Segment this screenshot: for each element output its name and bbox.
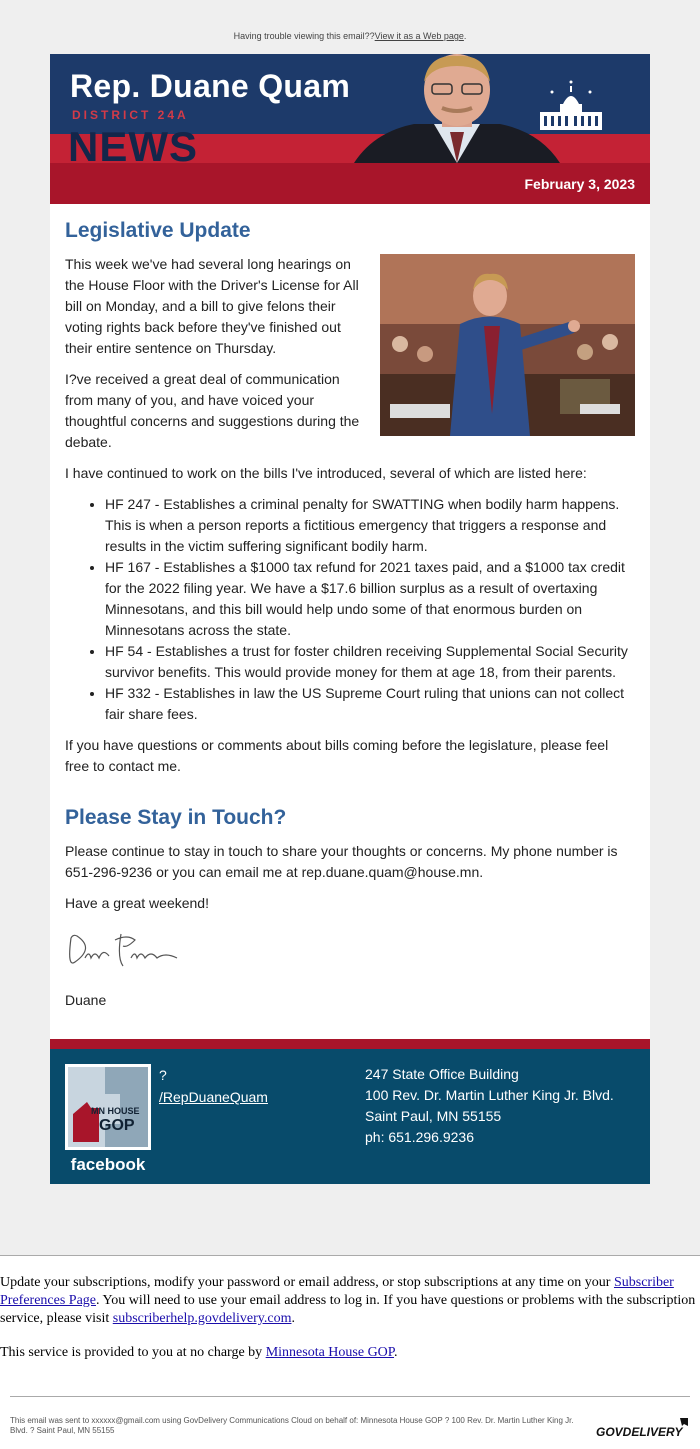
- gop-text: GOP: [99, 1117, 135, 1134]
- bill-item: • HF 247 - Establishes a criminal penalty for SWATTING when bodily harm happens. This is when a person reports a fictitious emergency that triggers a response and results in the victim suffering significant bodily harm.: [105, 494, 635, 557]
- issue-date: February 3, 2023: [524, 176, 635, 192]
- subscriber-help-link[interactable]: subscriberhelp.govdelivery.com: [112, 1311, 292, 1326]
- bill-item: • HF 54 - Establishes a trust for foster children receiving Supplemental Social Security survivor benefits. This would provide money for them at age 18, from their parents.: [105, 641, 635, 683]
- capitol-icon: [538, 78, 604, 136]
- web-page-link[interactable]: View it as a Web page: [374, 31, 464, 41]
- subscriber-preferences-link[interactable]: Subscriber Preferences Page: [0, 1275, 674, 1308]
- contact-footer: [50, 1039, 650, 1184]
- service-period: .: [394, 1345, 398, 1360]
- banner-district: DISTRICT 24A: [72, 108, 189, 122]
- facebook-logo[interactable]: [65, 1064, 151, 1174]
- phone-line: ph: 651.296.9236: [365, 1129, 474, 1145]
- preheader-period: .: [463, 31, 467, 41]
- question-mark: ?: [159, 1067, 167, 1083]
- fine-print: This email was sent to xxxxxx@gmail.com using GovDelivery Communications Cloud on behalf of: Minnesota House GOP ? 100 Rev. Dr. Martin Luther King Jr. Blvd. ? Saint Paul, MN 55155: [10, 1416, 574, 1435]
- touch-paragraph-2: Have a great weekend!: [65, 895, 209, 911]
- facebook-link[interactable]: /RepDuaneQuam: [159, 1089, 268, 1105]
- preheader-text: Having trouble viewing this email??: [233, 31, 375, 41]
- office-address: [365, 1064, 614, 1148]
- legislative-update-heading: Legislative Update: [65, 219, 251, 242]
- house-floor-photo: [380, 254, 635, 436]
- subscription-text-3: .: [291, 1311, 295, 1326]
- legislative-paragraph-3: I have continued to work on the bills I've introduced, several of which are listed here:: [65, 465, 587, 481]
- legislative-paragraph-4: If you have questions or comments about bills coming before the legislature, please feel free to contact me.: [65, 737, 609, 774]
- newsletter-card: [50, 54, 650, 1184]
- subscription-text-1: Update your subscriptions, modify your password or email address, or stop subscriptions at any time on your: [0, 1275, 614, 1290]
- legislative-paragraph-2: I?ve received a great deal of communication from many of you, and have voiced your thoughtful concerns and suggestions during the debate.: [65, 371, 360, 450]
- divider: [0, 1255, 700, 1256]
- signature-image: [65, 928, 185, 972]
- service-text: This service is provided to you at no charge by: [0, 1345, 266, 1360]
- subscription-text-2: . You will need to use your email address to log in. If you have questions or problems with the subscription service, please visit: [0, 1293, 696, 1326]
- legislative-paragraph-1: This week we've had several long hearings on the House Floor with the Driver's License for All bill on Monday, and a bill to give felons their voting rights back before they've finished out their entire sentence on Thursday.: [65, 256, 359, 356]
- bill-item: • HF 167 - Establishes a $1000 tax refund for 2021 taxes paid, and a $1000 tax credit for the 2022 filing year. We have a $17.6 billion surplus as a result of overtaxing Minnesotans, and this bill would help undo some of that enormous burden on Minnesotans across the state.: [105, 557, 635, 641]
- stay-in-touch-heading: Please Stay in Touch?: [65, 806, 287, 829]
- address-line: 100 Rev. Dr. Martin Luther King Jr. Blvd.: [365, 1087, 614, 1103]
- address-line: 247 State Office Building: [365, 1066, 519, 1082]
- service-paragraph: [0, 1344, 700, 1362]
- preheader: [0, 31, 700, 41]
- subscription-text: [0, 1274, 700, 1378]
- signoff: Duane: [65, 992, 107, 1008]
- mn-house-text: MN HOUSE: [91, 1106, 140, 1116]
- bills-list: [65, 494, 635, 725]
- govdelivery-logo: [596, 1418, 688, 1442]
- address-line: Saint Paul, MN 55155: [365, 1108, 502, 1124]
- facebook-block: [159, 1064, 268, 1108]
- touch-paragraph-1: Please continue to stay in touch to share your thoughts or concerns. My phone number is 651-296-9236 or you can email me at rep.duane.quam@house.mn.: [65, 843, 618, 880]
- banner-news: NEWS: [68, 123, 198, 163]
- date-bar: [50, 163, 650, 204]
- representative-portrait: [354, 54, 560, 163]
- banner-title: Rep. Duane Quam: [70, 68, 351, 104]
- main-content: [50, 204, 650, 1039]
- divider: [10, 1396, 690, 1397]
- govdelivery-text: GOVDELIVERY: [596, 1425, 683, 1439]
- header-banner: [50, 54, 650, 163]
- subscription-paragraph: [0, 1274, 700, 1328]
- facebook-word: facebook: [70, 1155, 146, 1174]
- mn-house-gop-link[interactable]: Minnesota House GOP: [265, 1345, 395, 1360]
- bill-item: • HF 332 - Establishes in law the US Supreme Court ruling that unions can not collect fair share fees.: [105, 683, 635, 725]
